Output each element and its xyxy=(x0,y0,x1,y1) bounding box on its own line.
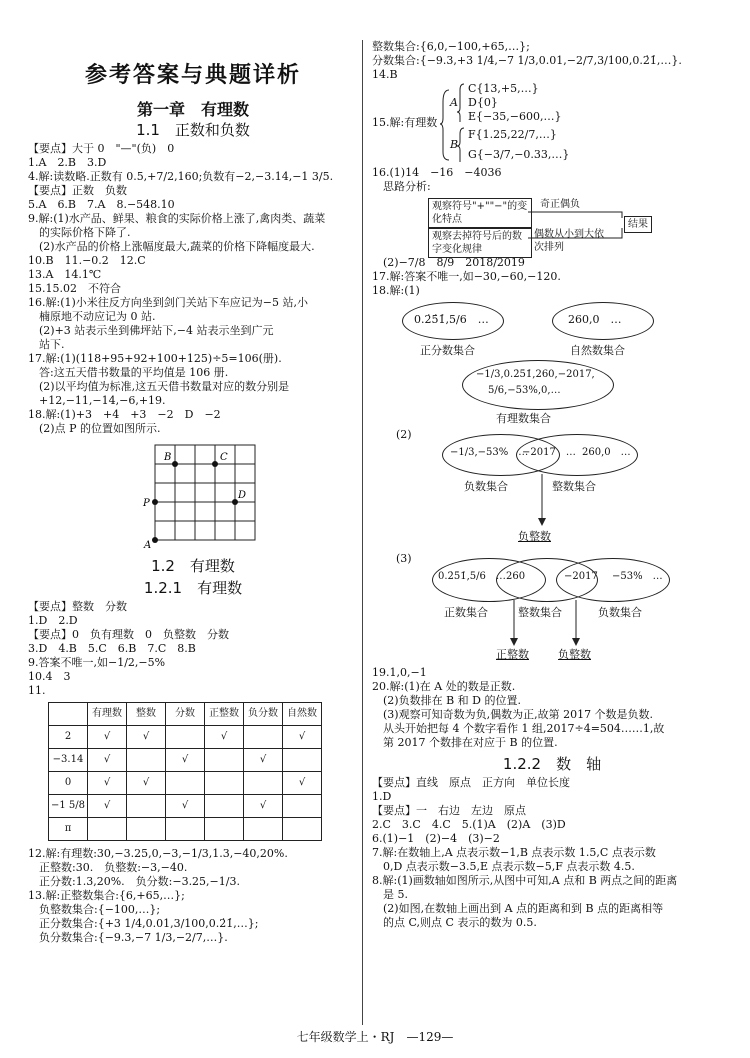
venn2-b: −2017 … xyxy=(522,447,576,458)
answer-line: 【要点】0 负有理数 0 负整数 分数 xyxy=(28,628,229,641)
section-title-1-2: 1.2 有理数 xyxy=(151,557,235,575)
venn3-neg-label: 负数集合 xyxy=(598,606,642,619)
answer-line: 【要点】直线 原点 正方向 单位长度 xyxy=(372,776,570,789)
answers-block-r4 xyxy=(372,666,732,750)
table-cell: √ xyxy=(283,726,322,749)
table-row xyxy=(49,795,322,818)
chapter-title: 第一章 有理数 xyxy=(136,100,249,119)
answer-line: 6.(1)−1 (2)−4 (3)−2 xyxy=(372,832,500,845)
venn3-pos-label: 正数集合 xyxy=(444,606,488,619)
answers-block-2 xyxy=(28,600,358,698)
answer-line: 3.D 4.B 5.C 6.B 7.C 8.B xyxy=(28,642,196,655)
grid-label-b: B xyxy=(164,452,172,463)
venn3-b: 260 xyxy=(506,571,526,582)
q15-b: B xyxy=(450,138,459,151)
answer-line: 2.C 3.C 4.C 5.(1)A (2)A (3)D xyxy=(372,818,566,831)
flow-box-2: 观察去掉符号后的数字变化规律 xyxy=(428,228,532,258)
answer-line: 20.解:(1)在 A 处的数是正数. xyxy=(372,680,516,693)
answer-line: 分数集合:{−9.3,+3 1/4,−7 1/3,0.01,−2/7,3/100,0.2̇1̇,…}. xyxy=(372,54,682,67)
table-cell: √ xyxy=(127,772,166,795)
table-cell xyxy=(244,726,283,749)
answer-line: 站下. xyxy=(28,338,65,351)
answers-block-r1 xyxy=(372,40,732,82)
table-cell: √ xyxy=(166,795,205,818)
grid-label-d: D xyxy=(238,490,247,501)
answers-block-r3 xyxy=(372,256,732,298)
answer-line: 19.1,0,−1 xyxy=(372,666,427,679)
venn3-r2: 负整数 xyxy=(558,648,591,661)
table-row xyxy=(49,772,322,795)
venn1-b-label: 自然数集合 xyxy=(570,344,625,357)
venn1-a: 0.2̇5̇1̇,5/6 … xyxy=(414,313,489,326)
answer-line: 负整数集合:{−100,…}; xyxy=(28,903,161,916)
table-cell xyxy=(127,795,166,818)
answer-line: 第 2017 个数排在对应于 B 的位置. xyxy=(372,736,558,749)
answer-line: 思路分析: xyxy=(372,180,431,193)
q15-tree xyxy=(372,82,732,166)
left-column xyxy=(28,40,358,945)
table-cell: 0 xyxy=(49,772,88,795)
answer-line: 1.D 2.D xyxy=(28,614,78,627)
venn1-c1: −1/3,0.2̇5̇1̇,260,−2017, xyxy=(476,369,595,380)
venn3-r1: 正整数 xyxy=(496,648,529,661)
venn-1 xyxy=(372,298,732,426)
table-header-cell: 正整数 xyxy=(205,703,244,726)
answer-line: 正分数:1.3,20%. 负分数:−3.25,−1/3. xyxy=(28,875,240,888)
answer-line: 18.解:(1)+3 +4 +3 −2 D −2 xyxy=(28,408,221,421)
answer-line: 0,D 点表示数−3.5,E 点表示数−5,F 点表示数 4.5. xyxy=(372,860,635,873)
answers-block-r5 xyxy=(372,776,732,930)
table-cell xyxy=(88,818,127,841)
venn2-c: 260,0 … xyxy=(582,447,631,458)
table-cell xyxy=(244,772,283,795)
table-cell: 2 xyxy=(49,726,88,749)
answers-block-r2 xyxy=(372,166,732,194)
answer-line: 1.A 2.B 3.D xyxy=(28,156,107,169)
part-2-label: (2) xyxy=(396,428,412,441)
venn-2 xyxy=(372,426,732,550)
answer-line: 【要点】正数 负数 xyxy=(28,184,127,197)
grid-label-a: A xyxy=(144,540,152,550)
answer-line: 答:这五天借书数量的平均值是 106 册. xyxy=(28,366,229,379)
page-footer: 七年级数学上・RJ —129— xyxy=(296,1030,454,1044)
answer-line: 【要点】大于 0 "—"(负) 0 xyxy=(28,142,175,155)
venn3-a: 0.2̇5̇1̇,5/6 … xyxy=(438,571,506,582)
table-cell xyxy=(283,818,322,841)
table-cell: √ xyxy=(88,726,127,749)
table-cell: √ xyxy=(127,726,166,749)
flow-result: 结果 xyxy=(624,216,652,233)
venn1-b: 260,0 … xyxy=(568,313,622,326)
table-cell xyxy=(205,795,244,818)
venn1-c-label: 有理数集合 xyxy=(496,412,551,425)
table-cell: √ xyxy=(88,772,127,795)
answer-line: (2)如图,在数轴上画出到 A 点的距离和到 B 点的距离相等 xyxy=(372,902,664,915)
grid-figure xyxy=(140,440,260,550)
table-cell xyxy=(127,749,166,772)
answer-line: (3)观察可知奇数为负,偶数为正,故第 2017 个数是负数. xyxy=(372,708,654,721)
flow-arrows xyxy=(522,194,632,256)
answer-line: 从头开始把每 4 个数字看作 1 组,2017÷4=504……1,故 xyxy=(372,722,665,735)
flow-box-1: 观察符号"+""−"的变化特点 xyxy=(428,198,532,228)
table-cell: −1 5/8 xyxy=(49,795,88,818)
table-cell: √ xyxy=(88,749,127,772)
flow-arrow-2-label: 偶数从小到大依次排列 xyxy=(534,229,604,253)
venn1-a-label: 正分数集合 xyxy=(420,344,475,357)
q15-braces xyxy=(440,82,470,166)
venn3-d: −53% … xyxy=(612,571,663,582)
table-cell: √ xyxy=(205,726,244,749)
table-row xyxy=(49,726,322,749)
table-cell xyxy=(166,772,205,795)
venn2-arrow xyxy=(532,474,552,530)
answer-line: 正整数:30. 负整数:−3,−40. xyxy=(28,861,188,874)
venn2-result: 负整数 xyxy=(518,530,551,543)
answer-line: 整数集合:{6,0,−100,+65,…}; xyxy=(372,40,530,53)
table-cell xyxy=(205,772,244,795)
venn1-c2: 5/6,−53%,0,… xyxy=(488,385,561,396)
table-row xyxy=(49,749,322,772)
table-cell: √ xyxy=(88,795,127,818)
answer-line: 正分数集合:{+3 1/4,0.01,3/100,0.2̇1̇,…}; xyxy=(28,917,259,930)
part-3-label: (3) xyxy=(396,552,412,565)
answer-line: 13.解:正整数集合:{6,+65,…}; xyxy=(28,889,185,902)
answer-line: 9.答案不唯一,如−1/2,−5% xyxy=(28,656,166,669)
table-cell xyxy=(205,749,244,772)
answer-line: 是 5. xyxy=(372,888,408,901)
section-title-1-2-1: 1.2.1 有理数 xyxy=(143,579,243,597)
table-cell: √ xyxy=(244,749,283,772)
answer-line: 7.解:在数轴上,A 点表示数−1,B 点表示数 1.5,C 点表示数 xyxy=(372,846,656,859)
answer-line: 13.A 14.1℃ xyxy=(28,268,102,281)
answer-line: 17.解:(1)(118+95+92+100+125)÷5=106(册). xyxy=(28,352,282,365)
table-header-cell: 负分数 xyxy=(244,703,283,726)
answer-line: (2)点 P 的位置如图所示. xyxy=(28,422,161,435)
column-divider xyxy=(362,40,363,1025)
table-cell xyxy=(166,726,205,749)
answer-line: 5.A 6.B 7.A 8.−548.10 xyxy=(28,198,175,211)
answer-line: 16.(1)14 −16 −4036 xyxy=(372,166,502,179)
answer-line: 9.解:(1)水产品、鲜果、粮食的实际价格上涨了,禽肉类、蔬菜 xyxy=(28,212,326,225)
table-cell xyxy=(244,818,283,841)
table-cell xyxy=(205,818,244,841)
answer-line: (2)以平均值为标准,这五天借书数量对应的数分别是 xyxy=(28,380,290,393)
table-cell xyxy=(127,818,166,841)
answer-line: 【要点】一 右边 左边 原点 xyxy=(372,804,526,817)
q15-c: C{13,+5,…} xyxy=(468,82,539,95)
venn3-arrows xyxy=(472,600,632,650)
answer-line: 负分数集合:{−9.3,−7 1/3,−2/7,…}. xyxy=(28,931,228,944)
answer-line: 18.解:(1) xyxy=(372,284,420,297)
answer-line: (2)水产品的价格上涨幅度最大,蔬菜的价格下降幅度最大. xyxy=(28,240,315,253)
page-title: 参考答案与典题详析 xyxy=(84,63,301,88)
q15-a: A xyxy=(450,96,458,109)
venn3-int-label: 整数集合 xyxy=(518,606,562,619)
answers-block-3 xyxy=(28,847,358,945)
venn2-a: −1/3,−53% … xyxy=(450,447,529,458)
grid-label-p: P xyxy=(143,498,150,509)
answer-line: 10.B 11.−0.2 12.C xyxy=(28,254,146,267)
q15-g: G{−3/7,−0.33,…} xyxy=(468,148,570,161)
answer-line: 17.解:答案不唯一,如−30,−60,−120. xyxy=(372,270,561,283)
answer-line: 10.4 3 xyxy=(28,670,71,683)
flow-diagram xyxy=(372,194,732,256)
table-cell: √ xyxy=(166,749,205,772)
classification-table xyxy=(48,702,322,841)
q15-f: F{1.25,22/7,…} xyxy=(468,128,557,141)
table-cell xyxy=(283,749,322,772)
table-header-cell: 整数 xyxy=(127,703,166,726)
venn2-int-label: 整数集合 xyxy=(552,480,596,493)
answers-block-1 xyxy=(28,142,358,436)
table-row xyxy=(49,818,322,841)
grid-label-c: C xyxy=(220,452,228,463)
venn3-c: −2017 xyxy=(564,571,598,582)
table-cell xyxy=(166,818,205,841)
table-cell: √ xyxy=(244,795,283,818)
answer-line: 【要点】整数 分数 xyxy=(28,600,127,613)
section-title-1-1: 1.1 正数和负数 xyxy=(136,121,250,139)
venn-3 xyxy=(372,550,732,666)
answer-line: 12.解:有理数:30,−3.25,0,−3,−1/3,1.3,−40,20%. xyxy=(28,847,288,860)
table-cell xyxy=(283,795,322,818)
answer-line: 15.15.02 不符合 xyxy=(28,282,121,295)
q15-d: D{0} xyxy=(468,96,498,109)
answer-line: 4.解:读数略.正数有 0.5,+7/2,160;负数有−2,−3.14,−1 3/5. xyxy=(28,170,334,183)
answer-line: 的实际价格下降了. xyxy=(28,226,131,239)
venn2-neg-label: 负数集合 xyxy=(464,480,508,493)
q15-e: E{−35,−600,…} xyxy=(468,110,562,123)
answer-line: (2)负数排在 B 和 D 的位置. xyxy=(372,694,521,707)
table-header-cell: 有理数 xyxy=(88,703,127,726)
answer-line: 16.解:(1)小米往反方向坐到剑门关站下车应记为−5 站,小 xyxy=(28,296,308,309)
q15-prefix: 15.解:有理数 xyxy=(372,116,438,129)
answer-line: 11. xyxy=(28,684,46,697)
answer-line: (2)−7/8 8/9 2018/2019 xyxy=(372,256,525,269)
section-title-1-2-2: 1.2.2 数 轴 xyxy=(502,755,602,773)
answer-line: +12,−11,−14,−6,+19. xyxy=(28,394,166,407)
answer-line: 1.D xyxy=(372,790,392,803)
table-cell: π xyxy=(49,818,88,841)
right-column xyxy=(372,40,732,930)
answer-line: 楠原地不动应记为 0 站. xyxy=(28,310,156,323)
answer-line: 8.解:(1)画数轴如图所示,从图中可知,A 点和 B 两点之间的距离 xyxy=(372,874,678,887)
table-cell: −3.14 xyxy=(49,749,88,772)
table-cell: √ xyxy=(283,772,322,795)
table-header-cell: 自然数 xyxy=(283,703,322,726)
answer-line: 的点 C,则点 C 表示的数为 0.5. xyxy=(372,916,537,929)
table-header-cell: 分数 xyxy=(166,703,205,726)
answer-line: 14.B xyxy=(372,68,398,81)
flow-arrow-1-label: 奇正偶负 xyxy=(540,199,580,210)
answer-line: (2)+3 站表示坐到佛坪站下,−4 站表示坐到广元 xyxy=(28,324,274,337)
grid-svg xyxy=(140,440,260,550)
table-header-cell xyxy=(49,703,88,726)
